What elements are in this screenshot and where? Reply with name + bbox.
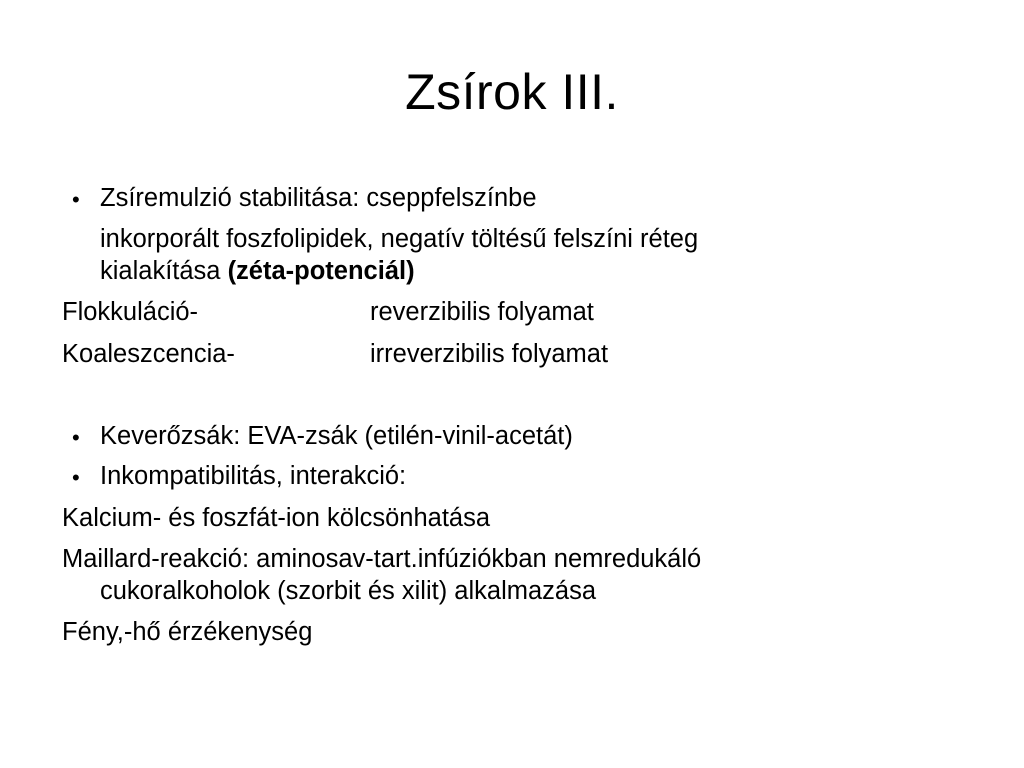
text-line-emulsion-stability: Zsíremulzió stabilitása: cseppfelszínbe <box>100 184 537 212</box>
desc-flocculation: reverzibilis folyamat <box>370 298 594 326</box>
text-line-calcium-phosphate: Kalcium- és foszfát-ion kölcsönhatása <box>62 504 491 532</box>
bullet-icon: • <box>72 465 80 490</box>
text-line-maillard: Maillard-reakció: aminosav-tart.infúziókban nemredukáló <box>62 545 702 573</box>
slide-title: Zsírok III. <box>405 64 619 120</box>
desc-coalescence: irreverzibilis folyamat <box>370 340 609 368</box>
term-coalescence: Koaleszcencia- <box>62 340 235 368</box>
text-line-light-heat: Fény,-hő érzékenység <box>62 618 313 646</box>
text-segment-formation: kialakítása <box>100 257 228 285</box>
text-line-sugar-alcohols: cukoralkoholok (szorbit és xilit) alkalmazása <box>100 577 597 605</box>
text-line-mixing-bag: Keverőzsák: EVA-zsák (etilén-vinil-acetát) <box>100 422 573 450</box>
bullet-icon: • <box>72 187 80 212</box>
text-segment-zeta-potential: (zéta-potenciál) <box>227 257 415 285</box>
text-line-phospholipids: inkorporált foszfolipidek, negatív töltésű felszíni réteg <box>100 225 699 253</box>
text-line-zeta <box>100 255 415 287</box>
bullet-icon: • <box>72 425 80 450</box>
term-flocculation: Flokkuláció- <box>62 298 199 326</box>
text-line-incompatibility: Inkompatibilitás, interakció: <box>100 462 407 490</box>
